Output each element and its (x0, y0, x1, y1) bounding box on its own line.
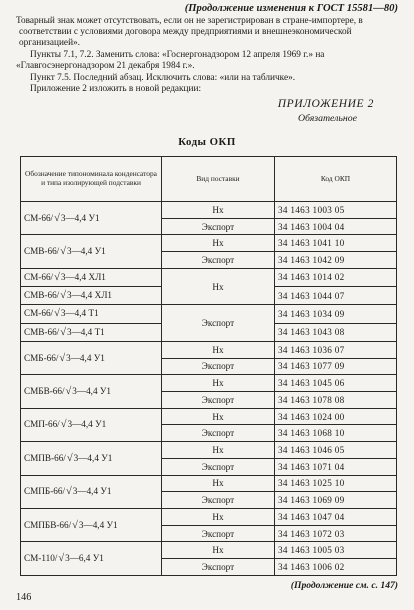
table-body (21, 202, 397, 576)
continuation-header: (Продолжение изменения к ГОСТ 15581—80) (184, 3, 398, 14)
sqrt-symbol: √ (58, 553, 65, 565)
delivery-type-cell: Нх (162, 235, 275, 252)
table-row (21, 235, 397, 252)
designation-suffix: 3—4,4 У1 (66, 352, 105, 363)
okp-code-cell: 34 1463 1071 04 (275, 458, 397, 475)
okp-code-cell: 34 1463 1042 09 (275, 252, 397, 269)
okp-code-cell: 34 1463 1003 05 (275, 202, 397, 219)
okp-code-cell: 34 1463 1006 02 (275, 559, 397, 576)
sqrt-symbol: √ (60, 419, 67, 431)
sqrt-symbol: √ (54, 271, 60, 283)
table-row (21, 305, 397, 323)
delivery-type-cell: Экспорт (162, 458, 275, 475)
table-row (21, 341, 397, 358)
okp-code-cell: 34 1463 1004 04 (275, 218, 397, 235)
delivery-type-cell: Нх (162, 375, 275, 392)
okp-code-cell: 34 1463 1025 10 (275, 475, 397, 492)
delivery-type-cell: Экспорт (162, 252, 275, 269)
okp-codes-table (20, 156, 397, 576)
okp-code-cell: 34 1463 1005 03 (275, 542, 397, 559)
okp-code-cell: 34 1463 1044 07 (275, 287, 397, 305)
capacitor-designation-cell (21, 408, 162, 441)
delivery-type-cell: Экспорт (162, 305, 275, 341)
designation-prefix: СМ-66/ (24, 212, 54, 223)
designation-prefix: СМПБВ-66/ (24, 519, 72, 530)
okp-code-cell: 34 1463 1043 08 (275, 323, 397, 341)
okp-code-cell: 34 1463 1072 03 (275, 525, 397, 542)
table-row (21, 375, 397, 392)
table-row (21, 509, 397, 526)
sqrt-symbol: √ (60, 290, 66, 302)
okp-code-cell: 34 1463 1078 08 (275, 391, 397, 408)
designation-prefix: СМБ-66/ (24, 352, 59, 363)
okp-code-cell: 34 1463 1069 09 (275, 492, 397, 509)
capacitor-designation-cell (21, 202, 162, 235)
designation-prefix: СМВ-66/ (24, 246, 60, 257)
designation-suffix: 3—4,4 ХЛ1 (60, 271, 106, 282)
delivery-type-cell: Нх (162, 202, 275, 219)
table-row (21, 202, 397, 219)
designation-suffix: 3—4,4 Т1 (60, 308, 99, 319)
delivery-type-cell: Нх (162, 268, 275, 304)
designation-suffix: 3—6,4 У1 (65, 553, 104, 564)
capacitor-designation-cell (21, 268, 162, 286)
sqrt-symbol: √ (54, 212, 60, 224)
paragraph-appendix-2: Приложение 2 изложить в новой редакции: (30, 84, 202, 94)
capacitor-designation-cell (21, 442, 162, 475)
capacitor-designation-cell (21, 305, 162, 323)
capacitor-designation-cell (21, 375, 162, 408)
designation-prefix: СМ-66/ (24, 271, 54, 282)
delivery-type-cell: Экспорт (162, 358, 275, 375)
designation-suffix: 3—4,4 У1 (72, 385, 111, 396)
appendix-title: ПРИЛОЖЕНИЕ 2 (277, 98, 374, 110)
okp-code-cell: 34 1463 1036 07 (275, 341, 397, 358)
delivery-type-cell: Экспорт (162, 525, 275, 542)
delivery-type-cell: Нх (162, 442, 275, 459)
delivery-type-cell: Экспорт (162, 425, 275, 442)
designation-prefix: СМПВ-66/ (24, 452, 66, 463)
paragraph-items-7-1-7-2: Пункты 7.1, 7.2. Заменить слова: «Госнергонадзором 12 апреля 1969 г.» на «Главгосэнергонадзором 21 декабря 1984 г.». (16, 50, 325, 72)
designation-prefix: СМП-66/ (24, 419, 60, 430)
column-header-delivery: Вид поставки (162, 157, 275, 202)
designation-prefix: СМ-66/ (24, 308, 54, 319)
sqrt-symbol: √ (66, 452, 73, 464)
okp-code-cell: 34 1463 1047 04 (275, 509, 397, 526)
okp-code-cell: 34 1463 1068 10 (275, 425, 397, 442)
column-header-designation: Обозначение типономинала конденсатора и типа изолирующей подставки (21, 157, 162, 202)
designation-suffix: 3—4,4 У1 (67, 419, 107, 430)
designation-suffix: 3—4,4 Т1 (67, 326, 105, 337)
sqrt-symbol: √ (60, 326, 66, 338)
okp-code-cell: 34 1463 1045 06 (275, 375, 397, 392)
delivery-type-cell: Нх (162, 542, 275, 559)
delivery-type-cell: Нх (162, 341, 275, 358)
designation-prefix: СМБВ-66/ (24, 385, 65, 396)
okp-code-cell: 34 1463 1041 10 (275, 235, 397, 252)
delivery-type-cell: Нх (162, 475, 275, 492)
designation-suffix: 3—4,4 У1 (73, 452, 113, 463)
designation-suffix: 3—4,4 У1 (78, 519, 118, 530)
table-title: Коды ОКП (178, 136, 236, 148)
designation-prefix: СМ-110/ (24, 553, 58, 564)
capacitor-designation-cell (21, 235, 162, 268)
table-row (21, 475, 397, 492)
sqrt-symbol: √ (65, 385, 72, 397)
capacitor-designation-cell (21, 509, 162, 542)
delivery-type-cell: Экспорт (162, 391, 275, 408)
okp-code-cell: 34 1463 1077 09 (275, 358, 397, 375)
paragraph-trademark: Товарный знак может отсутствовать, если он не зарегистрирован в стране-импортере, в соответствии с условиями договора между предприятиями и внешнеэкономической организацией». (16, 16, 363, 49)
table-row (21, 442, 397, 459)
delivery-type-cell: Экспорт (162, 218, 275, 235)
sqrt-symbol: √ (54, 308, 60, 320)
delivery-type-cell: Нх (162, 509, 275, 526)
column-header-okp-code: Код ОКП (275, 157, 397, 202)
sqrt-symbol: √ (60, 246, 66, 258)
okp-code-cell: 34 1463 1034 09 (275, 305, 397, 323)
capacitor-designation-cell (21, 341, 162, 374)
okp-code-cell: 34 1463 1046 05 (275, 442, 397, 459)
designation-suffix: 3—4,4 У1 (72, 486, 112, 497)
paragraph-item-7-5: Пункт 7.5. Последний абзац. Исключить слова: «или на табличке». (30, 73, 296, 83)
delivery-type-cell: Экспорт (162, 559, 275, 576)
table-row (21, 408, 397, 425)
appendix-note: Обязательное (297, 113, 357, 124)
designation-prefix: СМВ-66/ (24, 290, 60, 301)
designation-prefix: СМВ-66/ (24, 326, 60, 337)
table-header-row (21, 157, 397, 202)
delivery-type-cell: Экспорт (162, 492, 275, 509)
page-number: 146 (16, 592, 32, 603)
okp-code-cell: 34 1463 1014 02 (275, 268, 397, 286)
designation-prefix: СМПБ-66/ (24, 486, 66, 497)
sqrt-symbol: √ (59, 352, 66, 364)
table-row (21, 268, 397, 286)
capacitor-designation-cell (21, 542, 162, 576)
sqrt-symbol: √ (72, 519, 78, 531)
sqrt-symbol: √ (66, 486, 72, 498)
capacitor-designation-cell (21, 475, 162, 508)
designation-suffix: 3—4,4 ХЛ1 (67, 290, 113, 301)
table-row (21, 542, 397, 559)
capacitor-designation-cell (21, 287, 162, 305)
designation-suffix: 3—4,4 У1 (67, 246, 106, 257)
okp-code-cell: 34 1463 1024 00 (275, 408, 397, 425)
designation-suffix: 3—4,4 У1 (60, 212, 100, 223)
capacitor-designation-cell (21, 323, 162, 341)
continuation-footer: (Продолжение см. с. 147) (290, 580, 398, 591)
delivery-type-cell: Нх (162, 408, 275, 425)
